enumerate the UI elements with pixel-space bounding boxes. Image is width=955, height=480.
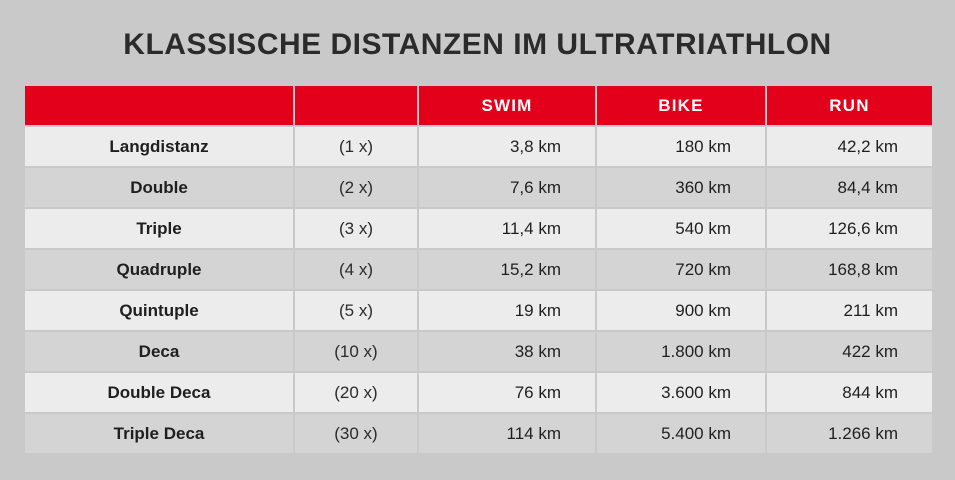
page-title: KLASSISCHE DISTANZEN IM ULTRATRIATHLON bbox=[123, 28, 832, 61]
cell-bike: 900 km bbox=[597, 291, 765, 330]
cell-multiplier: (20 x) bbox=[295, 373, 417, 412]
cell-multiplier: (2 x) bbox=[295, 168, 417, 207]
cell-run: 422 km bbox=[767, 332, 932, 371]
table-row bbox=[25, 373, 932, 412]
cell-run: 84,4 km bbox=[767, 168, 932, 207]
cell-swim: 3,8 km bbox=[419, 127, 595, 166]
cell-distance-name: Deca bbox=[25, 332, 293, 371]
cell-swim: 38 km bbox=[419, 332, 595, 371]
distances-table-container bbox=[23, 84, 932, 455]
cell-bike: 180 km bbox=[597, 127, 765, 166]
column-header-run: RUN bbox=[767, 86, 932, 125]
table-row bbox=[25, 250, 932, 289]
cell-swim: 11,4 km bbox=[419, 209, 595, 248]
table-row bbox=[25, 168, 932, 207]
cell-run: 168,8 km bbox=[767, 250, 932, 289]
cell-run: 42,2 km bbox=[767, 127, 932, 166]
cell-bike: 360 km bbox=[597, 168, 765, 207]
cell-run: 126,6 km bbox=[767, 209, 932, 248]
table-row bbox=[25, 127, 932, 166]
cell-distance-name: Double Deca bbox=[25, 373, 293, 412]
cell-multiplier: (1 x) bbox=[295, 127, 417, 166]
column-header-swim: SWIM bbox=[419, 86, 595, 125]
cell-run: 1.266 km bbox=[767, 414, 932, 453]
cell-bike: 5.400 km bbox=[597, 414, 765, 453]
cell-distance-name: Double bbox=[25, 168, 293, 207]
cell-distance-name: Triple bbox=[25, 209, 293, 248]
column-header-bike: BIKE bbox=[597, 86, 765, 125]
cell-swim: 15,2 km bbox=[419, 250, 595, 289]
table-header bbox=[25, 86, 932, 125]
cell-swim: 7,6 km bbox=[419, 168, 595, 207]
cell-distance-name: Triple Deca bbox=[25, 414, 293, 453]
cell-swim: 19 km bbox=[419, 291, 595, 330]
cell-bike: 540 km bbox=[597, 209, 765, 248]
table-header-row bbox=[25, 86, 932, 125]
table-row bbox=[25, 414, 932, 453]
cell-swim: 76 km bbox=[419, 373, 595, 412]
table-body bbox=[25, 127, 932, 453]
column-header-name bbox=[25, 86, 293, 125]
cell-distance-name: Langdistanz bbox=[25, 127, 293, 166]
cell-multiplier: (5 x) bbox=[295, 291, 417, 330]
cell-run: 211 km bbox=[767, 291, 932, 330]
cell-multiplier: (30 x) bbox=[295, 414, 417, 453]
table-row bbox=[25, 209, 932, 248]
cell-multiplier: (4 x) bbox=[295, 250, 417, 289]
table-row bbox=[25, 332, 932, 371]
cell-run: 844 km bbox=[767, 373, 932, 412]
cell-bike: 720 km bbox=[597, 250, 765, 289]
cell-multiplier: (3 x) bbox=[295, 209, 417, 248]
cell-multiplier: (10 x) bbox=[295, 332, 417, 371]
column-header-multiplier bbox=[295, 86, 417, 125]
cell-distance-name: Quadruple bbox=[25, 250, 293, 289]
cell-bike: 1.800 km bbox=[597, 332, 765, 371]
table-row bbox=[25, 291, 932, 330]
cell-swim: 114 km bbox=[419, 414, 595, 453]
distances-table bbox=[23, 84, 934, 455]
cell-distance-name: Quintuple bbox=[25, 291, 293, 330]
cell-bike: 3.600 km bbox=[597, 373, 765, 412]
